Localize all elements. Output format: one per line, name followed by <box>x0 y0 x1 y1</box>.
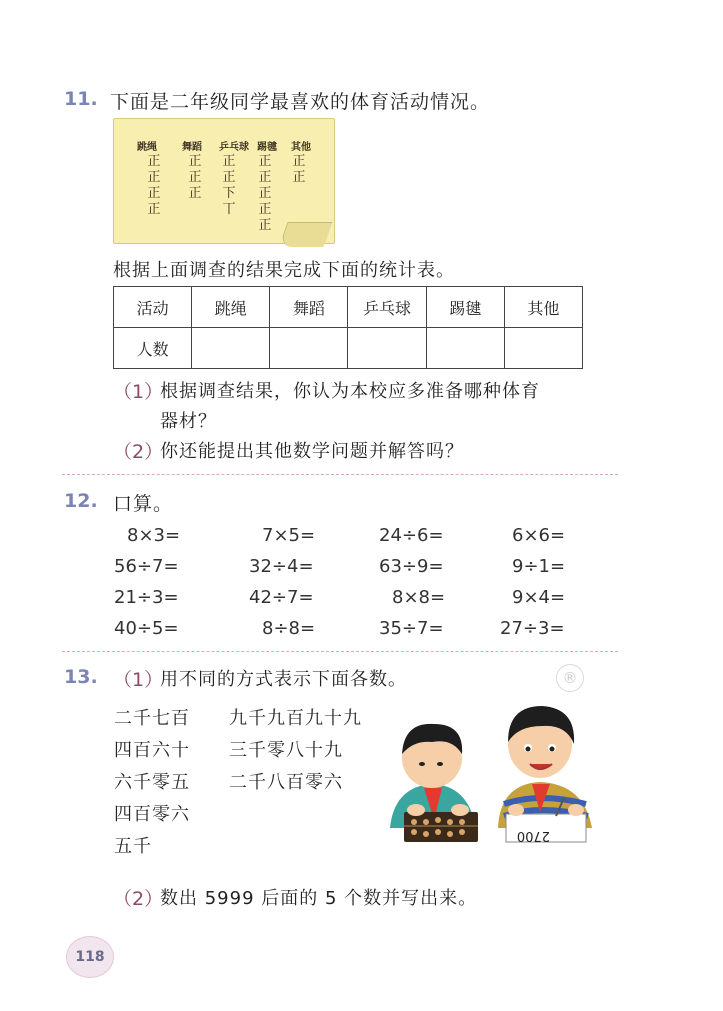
tally-column-pingpong: 正 正 下 丅 <box>222 154 236 217</box>
tally-header-shuttlecock: 踢毽 <box>257 142 277 153</box>
number-word: 四百零六 <box>114 804 190 825</box>
calc-item: 27÷3= <box>500 618 565 639</box>
number-word: 四百六十 <box>114 740 190 761</box>
table-cell: 跳绳 <box>192 287 270 328</box>
q11-sub1-number: （1） <box>113 381 164 403</box>
calc-item: 35÷7= <box>379 618 444 639</box>
tally-column-other: 正 正 <box>292 154 306 185</box>
calc-item: 7×5= <box>262 525 316 546</box>
page-number: 118 <box>66 936 114 978</box>
calc-item: 40÷5= <box>114 618 179 639</box>
paper-number: 2700 <box>516 828 550 843</box>
question-number-13: 13. <box>64 666 98 688</box>
tally-header-rope: 跳绳 <box>137 142 157 153</box>
table-cell-empty[interactable] <box>270 328 348 369</box>
question-number-11: 11. <box>64 88 98 110</box>
calc-item: 63÷9= <box>379 556 444 577</box>
table-cell-empty[interactable] <box>426 328 504 369</box>
calc-item: 21÷3= <box>114 587 179 608</box>
section-divider <box>62 474 618 475</box>
table-cell: 舞蹈 <box>270 287 348 328</box>
calc-item: 8×8= <box>392 587 446 608</box>
calc-item: 8×3= <box>127 525 181 546</box>
note-curl <box>278 222 332 247</box>
q13-sub1-number: （1） <box>113 669 164 691</box>
calc-item: 6×6= <box>512 525 566 546</box>
calc-item: 9×4= <box>512 587 566 608</box>
table-row <box>114 328 583 369</box>
table-cell: 人数 <box>114 328 192 369</box>
tally-header-other: 其他 <box>291 142 311 153</box>
registered-mark-icon: ® <box>556 664 584 692</box>
question-12-title: 口算。 <box>113 493 174 515</box>
q11-sub2-text: 你还能提出其他数学问题并解答吗？ <box>160 441 464 462</box>
q13-sub1-text: 用不同的方式表示下面各数。 <box>160 669 407 690</box>
number-word: 五千 <box>114 836 152 857</box>
calc-item: 9÷1= <box>512 556 566 577</box>
number-word: 六千零五 <box>114 772 190 793</box>
table-cell-empty[interactable] <box>192 328 270 369</box>
calc-item: 42÷7= <box>249 587 314 608</box>
table-cell-empty[interactable] <box>504 328 582 369</box>
q11-sub1-line2: 器材？ <box>160 411 217 432</box>
number-word: 九千九百九十九 <box>229 708 362 729</box>
tally-header-dance: 舞蹈 <box>182 142 202 153</box>
table-cell-empty[interactable] <box>348 328 426 369</box>
q11-sub2-number: （2） <box>113 441 164 463</box>
table-cell: 踢毽 <box>426 287 504 328</box>
calc-item: 32÷4= <box>249 556 314 577</box>
q13-sub2-text: 数出 5999 后面的 5 个数并写出来。 <box>160 888 478 909</box>
number-word: 二千八百零六 <box>229 772 343 793</box>
calc-item: 56÷7= <box>114 556 179 577</box>
q11-sub1-line1: 根据调查结果，你认为本校应多准备哪种体育 <box>160 381 540 402</box>
calc-item: 24÷6= <box>379 525 444 546</box>
children-illustration <box>380 688 610 856</box>
section-divider <box>62 651 618 652</box>
tally-column-rope: 正 正 正 正 <box>147 154 161 217</box>
statistics-table <box>113 286 583 369</box>
abacus-frame <box>404 812 478 842</box>
tally-column-shuttlecock: 正 正 正 正 正 <box>258 154 272 233</box>
q13-sub2-number: （2） <box>113 888 164 910</box>
question-11-title: 下面是二年级同学最喜欢的体育活动情况。 <box>110 91 491 113</box>
calc-item: 8÷8= <box>262 618 316 639</box>
table-cell: 活动 <box>114 287 192 328</box>
number-word: 二千七百 <box>114 708 190 729</box>
tally-header-pingpong: 乒乓球 <box>219 142 249 153</box>
table-cell: 其他 <box>504 287 582 328</box>
question-number-12: 12. <box>64 490 98 512</box>
table-row <box>114 287 583 328</box>
table-cell: 乒乓球 <box>348 287 426 328</box>
question-11-instruction: 根据上面调查的结果完成下面的统计表。 <box>113 260 455 281</box>
tally-column-dance: 正 正 正 <box>188 154 202 201</box>
number-word: 三千零八十九 <box>229 740 343 761</box>
